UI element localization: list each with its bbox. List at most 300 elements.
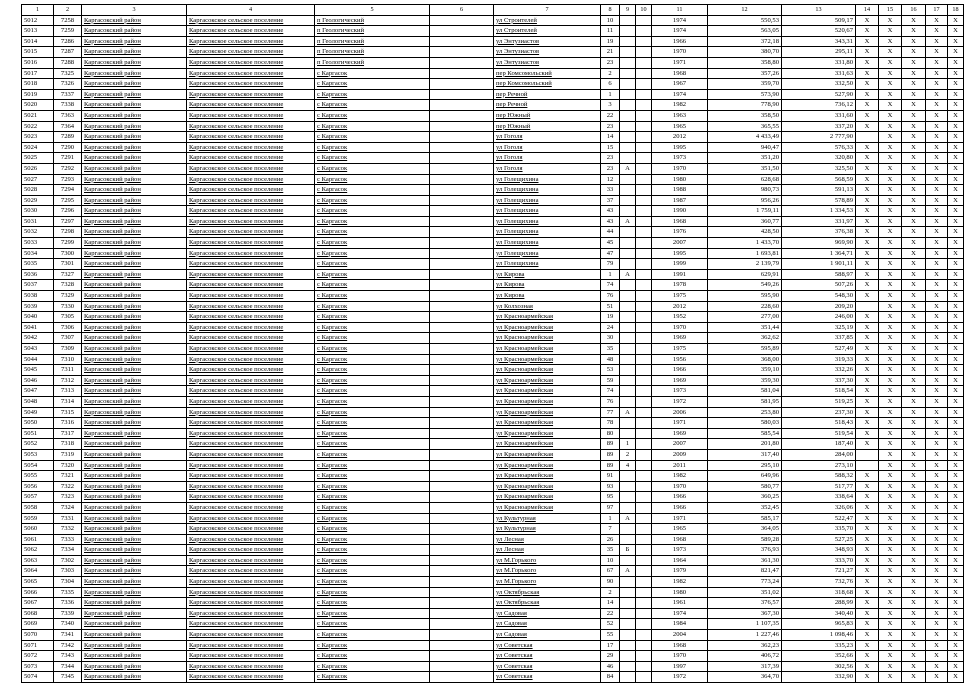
cell-col-13: 246,00 (782, 312, 856, 323)
cell-col-16: Х (902, 132, 926, 143)
cell-col-15: Х (879, 439, 902, 450)
cell-col-8: 47 (601, 248, 620, 259)
cell-col-15: Х (879, 481, 902, 492)
cell-col-3: Каргасокский район (82, 322, 187, 333)
cell-col-7: ул Красноармейская (494, 492, 601, 503)
cell-col-15: Х (879, 619, 902, 630)
cell-col-6 (430, 238, 494, 249)
cell-col-5: с Каргасок (315, 68, 430, 79)
cell-col-10 (636, 545, 652, 556)
cell-col-4: Каргасокское сельское поселение (187, 407, 315, 418)
cell-col-12: 956,26 (708, 195, 782, 206)
cell-col-8: 79 (601, 259, 620, 270)
cell-col-18: Х (948, 142, 964, 153)
cell-col-9: А (620, 513, 636, 524)
cell-col-2: 7334 (54, 545, 82, 556)
cell-col-8: 23 (601, 153, 620, 164)
cell-col-6 (430, 524, 494, 535)
cell-col-13: 527,49 (782, 344, 856, 355)
cell-col-6 (430, 153, 494, 164)
cell-col-1: 5036 (22, 269, 54, 280)
cell-col-10 (636, 513, 652, 524)
cell-col-7: ул Красноармейская (494, 322, 601, 333)
cell-col-16: Х (902, 15, 926, 26)
cell-col-5: с Каргасок (315, 502, 430, 513)
cell-col-3: Каргасокский район (82, 121, 187, 132)
cell-col-18: Х (948, 238, 964, 249)
cell-col-6 (430, 555, 494, 566)
cell-col-1: 5022 (22, 121, 54, 132)
cell-col-4: Каргасокское сельское поселение (187, 57, 315, 68)
cell-col-11: 1968 (652, 68, 708, 79)
cell-col-13: 519,25 (782, 396, 856, 407)
cell-col-8: 59 (601, 375, 620, 386)
table-row (22, 524, 964, 535)
column-number-8: 8 (601, 5, 620, 16)
cell-col-2: 7311 (54, 365, 82, 376)
cell-col-2: 7336 (54, 598, 82, 609)
cell-col-2: 7333 (54, 534, 82, 545)
cell-col-10 (636, 598, 652, 609)
cell-col-11: 1982 (652, 100, 708, 111)
cell-col-4: Каргасокское сельское поселение (187, 640, 315, 651)
cell-col-16: Х (902, 545, 926, 556)
cell-col-14: Х (856, 269, 879, 280)
cell-col-3: Каргасокский район (82, 428, 187, 439)
cell-col-18: Х (948, 195, 964, 206)
table-row (22, 513, 964, 524)
cell-col-2: 7297 (54, 216, 82, 227)
cell-col-18: Х (948, 513, 964, 524)
cell-col-16: Х (902, 153, 926, 164)
cell-col-6 (430, 661, 494, 672)
cell-col-1: 5025 (22, 153, 54, 164)
cell-col-3: Каргасокский район (82, 534, 187, 545)
cell-col-10 (636, 89, 652, 100)
cell-col-8: 29 (601, 651, 620, 662)
cell-col-18: Х (948, 291, 964, 302)
cell-col-15: Х (879, 513, 902, 524)
cell-col-10 (636, 153, 652, 164)
cell-col-8: 2 (601, 587, 620, 598)
cell-col-12: 365,55 (708, 121, 782, 132)
cell-col-5: п Геологический (315, 47, 430, 58)
cell-col-12: 361,30 (708, 555, 782, 566)
cell-col-4: Каргасокское сельское поселение (187, 354, 315, 365)
cell-col-13: 209,20 (782, 301, 856, 312)
cell-col-12: 585,17 (708, 513, 782, 524)
cell-col-10 (636, 259, 652, 270)
cell-col-18: Х (948, 555, 964, 566)
cell-col-15: Х (879, 396, 902, 407)
cell-col-9: 2 (620, 449, 636, 460)
cell-col-14: Х (856, 577, 879, 588)
cell-col-1: 5042 (22, 333, 54, 344)
cell-col-13: 338,64 (782, 492, 856, 503)
cell-col-18: Х (948, 481, 964, 492)
cell-col-12: 352,45 (708, 502, 782, 513)
cell-col-8: 3 (601, 100, 620, 111)
cell-col-7: ул Энтузиастов (494, 36, 601, 47)
cell-col-16: Х (902, 460, 926, 471)
cell-col-7: ул Гоголя (494, 132, 601, 143)
cell-col-13: 331,97 (782, 216, 856, 227)
cell-col-5: с Каргасок (315, 291, 430, 302)
cell-col-9 (620, 238, 636, 249)
cell-col-3: Каргасокский район (82, 174, 187, 185)
cell-col-5: с Каргасок (315, 195, 430, 206)
cell-col-6 (430, 513, 494, 524)
cell-col-17: Х (926, 407, 948, 418)
cell-col-16: Х (902, 195, 926, 206)
cell-col-8: 74 (601, 280, 620, 291)
cell-col-2: 7296 (54, 206, 82, 217)
cell-col-2: 7338 (54, 100, 82, 111)
cell-col-18: Х (948, 185, 964, 196)
cell-col-16: Х (902, 301, 926, 312)
cell-col-9 (620, 132, 636, 143)
table-row (22, 121, 964, 132)
cell-col-8: 78 (601, 418, 620, 429)
cell-col-12: 228,60 (708, 301, 782, 312)
cell-col-10 (636, 132, 652, 143)
cell-col-7: ул Лесная (494, 545, 601, 556)
cell-col-12: 581,04 (708, 386, 782, 397)
cell-col-1: 5013 (22, 26, 54, 37)
table-row (22, 89, 964, 100)
cell-col-18: Х (948, 36, 964, 47)
cell-col-15: Х (879, 227, 902, 238)
cell-col-12: 376,57 (708, 598, 782, 609)
cell-col-13: 1 364,71 (782, 248, 856, 259)
cell-col-9 (620, 418, 636, 429)
cell-col-8: 67 (601, 566, 620, 577)
cell-col-2: 7307 (54, 333, 82, 344)
cell-col-6 (430, 354, 494, 365)
cell-col-5: с Каргасок (315, 439, 430, 450)
cell-col-2: 7320 (54, 460, 82, 471)
cell-col-15: Х (879, 555, 902, 566)
cell-col-15: Х (879, 492, 902, 503)
cell-col-10 (636, 566, 652, 577)
cell-col-7: ул Красноармейская (494, 481, 601, 492)
cell-col-1: 5057 (22, 492, 54, 503)
cell-col-18: Х (948, 428, 964, 439)
cell-col-11: 1966 (652, 36, 708, 47)
cell-col-10 (636, 344, 652, 355)
cell-col-6 (430, 57, 494, 68)
cell-col-1: 5014 (22, 36, 54, 47)
cell-col-1: 5012 (22, 15, 54, 26)
cell-col-6 (430, 375, 494, 386)
cell-col-9 (620, 185, 636, 196)
cell-col-3: Каргасокский район (82, 640, 187, 651)
cell-col-4: Каргасокское сельское поселение (187, 566, 315, 577)
cell-col-4: Каргасокское сельское поселение (187, 89, 315, 100)
cell-col-7: ул Культурная (494, 524, 601, 535)
cell-col-16: Х (902, 481, 926, 492)
cell-col-7: ул Советская (494, 651, 601, 662)
table-row (22, 471, 964, 482)
cell-col-11: 1982 (652, 577, 708, 588)
cell-col-8: 7 (601, 524, 620, 535)
cell-col-5: с Каргасок (315, 312, 430, 323)
cell-col-3: Каргасокский район (82, 100, 187, 111)
cell-col-7: ул Энтузиастов (494, 47, 601, 58)
cell-col-12: 406,72 (708, 651, 782, 662)
cell-col-11: 1991 (652, 269, 708, 280)
cell-col-15: Х (879, 428, 902, 439)
cell-col-1: 5069 (22, 619, 54, 630)
cell-col-3: Каргасокский район (82, 68, 187, 79)
cell-col-3: Каргасокский район (82, 492, 187, 503)
cell-col-15: Х (879, 651, 902, 662)
table-row (22, 587, 964, 598)
cell-col-8: 10 (601, 555, 620, 566)
cell-col-9 (620, 375, 636, 386)
cell-col-2: 7312 (54, 375, 82, 386)
table-row (22, 174, 964, 185)
cell-col-13: 302,56 (782, 661, 856, 672)
cell-col-4: Каргасокское сельское поселение (187, 227, 315, 238)
cell-col-5: с Каргасок (315, 545, 430, 556)
cell-col-11: 1984 (652, 619, 708, 630)
cell-col-17: Х (926, 449, 948, 460)
cell-col-10 (636, 248, 652, 259)
cell-col-7: ул Садовая (494, 630, 601, 641)
cell-col-10 (636, 481, 652, 492)
cell-col-8: 17 (601, 640, 620, 651)
cell-col-8: 89 (601, 439, 620, 450)
cell-col-5: с Каргасок (315, 566, 430, 577)
cell-col-9 (620, 206, 636, 217)
cell-col-13: 273,10 (782, 460, 856, 471)
cell-col-9 (620, 121, 636, 132)
cell-col-2: 7290 (54, 142, 82, 153)
cell-col-10 (636, 396, 652, 407)
cell-col-18: Х (948, 407, 964, 418)
cell-col-16: Х (902, 26, 926, 37)
cell-col-9 (620, 312, 636, 323)
cell-col-6 (430, 248, 494, 259)
cell-col-17: Х (926, 132, 948, 143)
cell-col-7: ул Красноармейская (494, 418, 601, 429)
cell-col-9 (620, 608, 636, 619)
cell-col-12: 351,44 (708, 322, 782, 333)
column-number-10: 10 (636, 5, 652, 16)
cell-col-15: Х (879, 354, 902, 365)
cell-col-13: 332,90 (782, 672, 856, 683)
cell-col-10 (636, 100, 652, 111)
cell-col-9 (620, 344, 636, 355)
cell-col-11: 1965 (652, 121, 708, 132)
cell-col-15: Х (879, 206, 902, 217)
cell-col-18: Х (948, 502, 964, 513)
cell-col-8: 76 (601, 291, 620, 302)
cell-col-12: 364,70 (708, 672, 782, 683)
cell-col-4: Каргасокское сельское поселение (187, 26, 315, 37)
cell-col-5: с Каргасок (315, 269, 430, 280)
cell-col-14: Х (856, 142, 879, 153)
cell-col-2: 7332 (54, 524, 82, 535)
cell-col-6 (430, 396, 494, 407)
cell-col-8: 51 (601, 301, 620, 312)
cell-col-10 (636, 269, 652, 280)
cell-col-7: ул Голещихина (494, 185, 601, 196)
cell-col-3: Каргасокский район (82, 15, 187, 26)
cell-col-7: ул Красноармейская (494, 502, 601, 513)
table-row (22, 195, 964, 206)
cell-col-14: Х (856, 312, 879, 323)
cell-col-1: 5048 (22, 396, 54, 407)
cell-col-7: ул Голещихина (494, 174, 601, 185)
cell-col-3: Каргасокский район (82, 439, 187, 450)
cell-col-15: Х (879, 524, 902, 535)
cell-col-3: Каргасокский район (82, 301, 187, 312)
cell-col-2: 7337 (54, 89, 82, 100)
cell-col-14: Х (856, 534, 879, 545)
cell-col-9 (620, 280, 636, 291)
cell-col-3: Каргасокский район (82, 407, 187, 418)
cell-col-4: Каргасокское сельское поселение (187, 121, 315, 132)
column-number-3: 3 (82, 5, 187, 16)
cell-col-9 (620, 291, 636, 302)
cell-col-5: с Каргасок (315, 651, 430, 662)
cell-col-16: Х (902, 640, 926, 651)
cell-col-14: Х (856, 57, 879, 68)
cell-col-8: 22 (601, 608, 620, 619)
cell-col-13: 332,26 (782, 365, 856, 376)
table-row (22, 68, 964, 79)
cell-col-16: Х (902, 36, 926, 47)
cell-col-11: 1956 (652, 354, 708, 365)
cell-col-12: 585,54 (708, 428, 782, 439)
cell-col-5: с Каргасок (315, 100, 430, 111)
column-number-12: 12 (708, 5, 782, 16)
cell-col-1: 5019 (22, 89, 54, 100)
cell-col-17: Х (926, 163, 948, 174)
cell-col-5: с Каргасок (315, 375, 430, 386)
cell-col-7: ул Советская (494, 661, 601, 672)
cell-col-14: Х (856, 502, 879, 513)
cell-col-14 (856, 301, 879, 312)
cell-col-3: Каргасокский район (82, 132, 187, 143)
cell-col-14: Х (856, 661, 879, 672)
cell-col-8: 35 (601, 344, 620, 355)
cell-col-8: 52 (601, 619, 620, 630)
cell-col-14: Х (856, 386, 879, 397)
cell-col-16: Х (902, 407, 926, 418)
cell-col-7: ул Строителей (494, 15, 601, 26)
cell-col-7: ул Голещихина (494, 227, 601, 238)
cell-col-5: с Каргасок (315, 460, 430, 471)
cell-col-18: Х (948, 89, 964, 100)
cell-col-9 (620, 333, 636, 344)
cell-col-12: 351,20 (708, 153, 782, 164)
cell-col-15: Х (879, 259, 902, 270)
cell-col-13: 520,67 (782, 26, 856, 37)
cell-col-15: Х (879, 47, 902, 58)
cell-col-9: 1 (620, 439, 636, 450)
cell-col-1: 5064 (22, 566, 54, 577)
table-row (22, 502, 964, 513)
cell-col-8: 53 (601, 365, 620, 376)
table-row (22, 26, 964, 37)
cell-col-17: Х (926, 492, 948, 503)
cell-col-12: 357,26 (708, 68, 782, 79)
cell-col-10 (636, 672, 652, 683)
cell-col-10 (636, 291, 652, 302)
cell-col-16: Х (902, 365, 926, 376)
cell-col-6 (430, 280, 494, 291)
table-row (22, 449, 964, 460)
cell-col-11: 1982 (652, 471, 708, 482)
cell-col-18: Х (948, 354, 964, 365)
cell-col-12: 580,77 (708, 481, 782, 492)
cell-col-5: с Каргасок (315, 672, 430, 683)
cell-col-6 (430, 407, 494, 418)
table-row (22, 15, 964, 26)
cell-col-1: 5020 (22, 100, 54, 111)
cell-col-18: Х (948, 418, 964, 429)
cell-col-17: Х (926, 110, 948, 121)
cell-col-16: Х (902, 47, 926, 58)
cell-col-6 (430, 142, 494, 153)
cell-col-4: Каргасокское сельское поселение (187, 439, 315, 450)
cell-col-1: 5031 (22, 216, 54, 227)
cell-col-4: Каргасокское сельское поселение (187, 428, 315, 439)
cell-col-8: 33 (601, 185, 620, 196)
cell-col-12: 295,10 (708, 460, 782, 471)
cell-col-7: ул Голещихина (494, 206, 601, 217)
cell-col-17: Х (926, 375, 948, 386)
cell-col-8: 91 (601, 471, 620, 482)
cell-col-15: Х (879, 344, 902, 355)
cell-col-13: 519,54 (782, 428, 856, 439)
cell-col-10 (636, 439, 652, 450)
cell-col-8: 11 (601, 26, 620, 37)
cell-col-12: 549,26 (708, 280, 782, 291)
cell-col-2: 7288 (54, 57, 82, 68)
cell-col-6 (430, 47, 494, 58)
cell-col-15: Х (879, 100, 902, 111)
cell-col-14: Х (856, 79, 879, 90)
cell-col-2: 7325 (54, 68, 82, 79)
cell-col-4: Каргасокское сельское поселение (187, 312, 315, 323)
cell-col-13: 2 777,90 (782, 132, 856, 143)
cell-col-1: 5063 (22, 555, 54, 566)
cell-col-15: Х (879, 630, 902, 641)
cell-col-4: Каргасокское сельское поселение (187, 460, 315, 471)
cell-col-9: 4 (620, 460, 636, 471)
cell-col-18: Х (948, 47, 964, 58)
cell-col-15: Х (879, 322, 902, 333)
cell-col-18: Х (948, 153, 964, 164)
cell-col-18: Х (948, 449, 964, 460)
cell-col-18: Х (948, 132, 964, 143)
cell-col-6 (430, 227, 494, 238)
cell-col-4: Каргасокское сельское поселение (187, 534, 315, 545)
cell-col-3: Каргасокский район (82, 238, 187, 249)
cell-col-3: Каргасокский район (82, 449, 187, 460)
cell-col-15: Х (879, 375, 902, 386)
cell-col-10 (636, 630, 652, 641)
cell-col-9 (620, 386, 636, 397)
cell-col-3: Каргасокский район (82, 471, 187, 482)
cell-col-2: 7294 (54, 185, 82, 196)
cell-col-5: с Каргасок (315, 79, 430, 90)
cell-col-2: 7326 (54, 79, 82, 90)
